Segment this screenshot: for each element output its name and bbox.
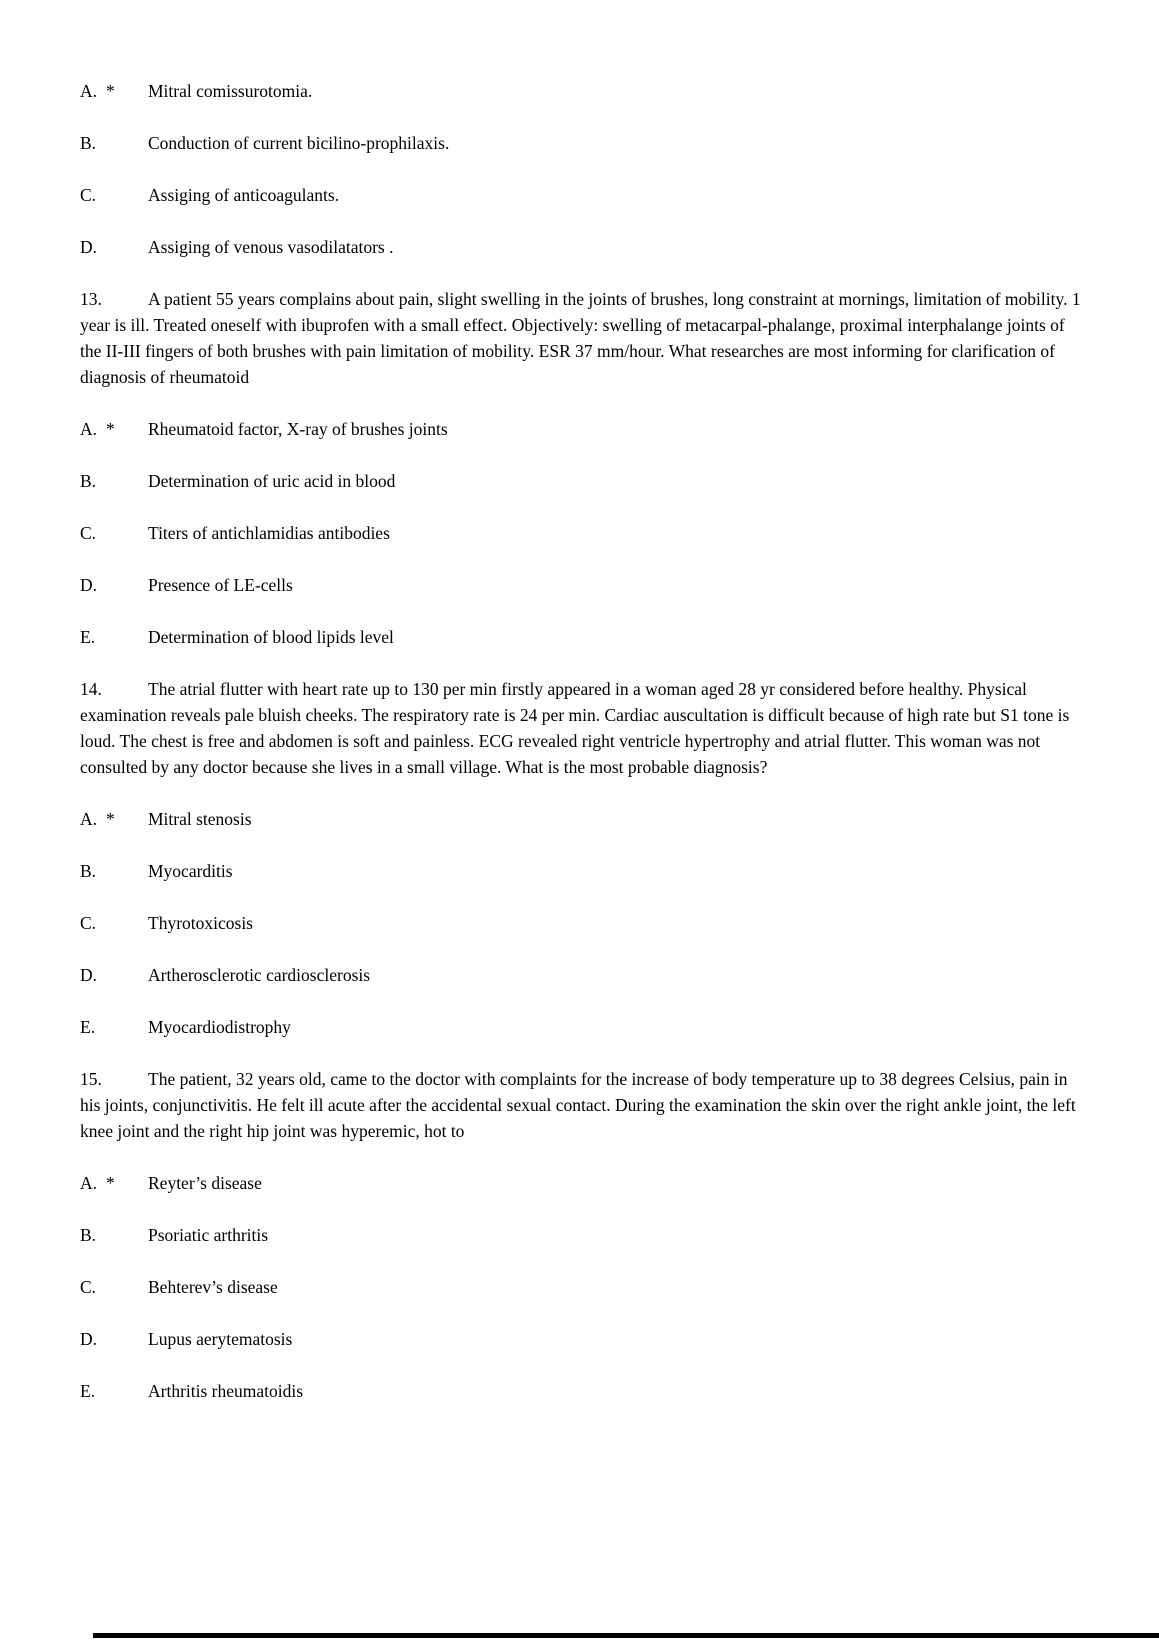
- answer-option: [80, 572, 1081, 598]
- option-letter: A.: [80, 81, 98, 101]
- answer-option: [80, 1222, 1081, 1248]
- option-text: Rheumatoid factor, X-ray of brushes joints: [148, 419, 448, 439]
- option-text: Lupus aerytematosis: [148, 1329, 293, 1349]
- answer-option: [80, 130, 1081, 156]
- option-text: Thyrotoxicosis: [148, 913, 253, 933]
- answer-option: [80, 234, 1081, 260]
- option-text: Presence of LE-cells: [148, 575, 293, 595]
- option-letter: D.: [80, 1329, 98, 1349]
- question-number: 14.: [80, 679, 102, 699]
- question-text: The patient, 32 years old, came to the doctor with complaints for the increase of body temperature up to 38 degrees Celsius, pain in his joints, conjunctivitis. He felt ill acute after the accidental sexual contact. During the examination the skin over the right ankle joint, the left knee joint and the right hip joint was hyperemic, hot to: [80, 1069, 1076, 1141]
- option-letter: A.: [80, 419, 98, 439]
- option-letter: A.: [80, 809, 98, 829]
- question-text: A patient 55 years complains about pain, slight swelling in the joints of brushes, long constraint at mornings, limitation of mobility. 1 year is ill. Treated oneself with ibuprofen with a small effect. Objectively: swelling of metacarpal-phalange, proximal interphalange joints of the II-III fingers of both brushes with pain limitation of mobility. ESR 37 mm/hour. What researches are most informing for clarification of diagnosis of rheumatoid: [80, 289, 1081, 387]
- answer-option: [80, 806, 1081, 832]
- option-letter-cell: [80, 1222, 148, 1248]
- answer-option: [80, 182, 1081, 208]
- option-text: Titers of antichlamidias antibodies: [148, 523, 390, 543]
- option-letter: D.: [80, 575, 98, 595]
- option-letter-cell: [80, 416, 148, 442]
- option-letter: C.: [80, 1277, 97, 1297]
- option-letter-cell: [80, 1326, 148, 1352]
- option-letter-cell: [80, 624, 148, 650]
- option-text: Assiging of venous vasodilatators .: [148, 237, 394, 257]
- option-letter: B.: [80, 1225, 97, 1245]
- option-text: Reyter’s disease: [148, 1173, 262, 1193]
- question-number: 15.: [80, 1069, 102, 1089]
- correct-marker: *: [106, 419, 115, 439]
- option-letter: D.: [80, 237, 98, 257]
- option-text: Mitral stenosis: [148, 809, 252, 829]
- option-letter: B.: [80, 133, 97, 153]
- page-bottom-rule: [93, 1633, 1159, 1638]
- option-letter: D.: [80, 965, 98, 985]
- option-letter: C.: [80, 185, 97, 205]
- correct-marker: *: [106, 809, 115, 829]
- option-letter: B.: [80, 861, 97, 881]
- option-letter-cell: [80, 910, 148, 936]
- answer-option: [80, 78, 1081, 104]
- answer-option: [80, 468, 1081, 494]
- question-text: The atrial flutter with heart rate up to 130 per min firstly appeared in a woman aged 28 yr considered before healthy. Physical examination reveals pale bluish cheeks. The respiratory rate is 24 per min. Cardiac auscultation is difficult because of high rate but S1 tone is loud. The chest is free and abdomen is soft and painless. ECG revealed right ventricle hypertrophy and atrial flutter. This woman was not consulted by any doctor because she lives in a small village. What is the most probable diagnosis?: [80, 679, 1070, 777]
- option-letter: C.: [80, 913, 97, 933]
- option-letter-cell: [80, 1274, 148, 1300]
- answer-option: [80, 1326, 1081, 1352]
- option-text: Psoriatic arthritis: [148, 1225, 269, 1245]
- option-letter: A.: [80, 1173, 98, 1193]
- option-letter-cell: [80, 572, 148, 598]
- option-text: Determination of uric acid in blood: [148, 471, 396, 491]
- answer-option: [80, 910, 1081, 936]
- question-13: [80, 286, 1081, 390]
- option-letter: E.: [80, 627, 96, 647]
- option-letter-cell: [80, 182, 148, 208]
- option-letter-cell: [80, 234, 148, 260]
- option-text: Conduction of current bicilino-prophilaxis.: [148, 133, 450, 153]
- option-text: Mitral comissurotomia.: [148, 81, 313, 101]
- option-text: Myocarditis: [148, 861, 233, 881]
- option-text: Determination of blood lipids level: [148, 627, 394, 647]
- option-letter-cell: [80, 858, 148, 884]
- option-letter-cell: [80, 1170, 148, 1196]
- option-letter-cell: [80, 962, 148, 988]
- answer-option: [80, 1014, 1081, 1040]
- question-number: 13.: [80, 289, 102, 309]
- option-text: Artherosclerotic cardiosclerosis: [148, 965, 371, 985]
- answer-option: [80, 962, 1081, 988]
- option-letter: E.: [80, 1381, 96, 1401]
- option-letter: C.: [80, 523, 97, 543]
- option-letter-cell: [80, 468, 148, 494]
- answer-option: [80, 1378, 1081, 1404]
- question-14: [80, 676, 1081, 780]
- answer-option: [80, 416, 1081, 442]
- option-letter: B.: [80, 471, 97, 491]
- option-text: Behterev’s disease: [148, 1277, 278, 1297]
- answer-option: [80, 1274, 1081, 1300]
- option-letter-cell: [80, 520, 148, 546]
- answer-option: [80, 520, 1081, 546]
- option-letter-cell: [80, 130, 148, 156]
- answer-option: [80, 858, 1081, 884]
- option-letter-cell: [80, 78, 148, 104]
- option-letter-cell: [80, 1014, 148, 1040]
- option-text: Assiging of anticoagulants.: [148, 185, 340, 205]
- correct-marker: *: [106, 1173, 115, 1193]
- option-letter-cell: [80, 1378, 148, 1404]
- option-text: Arthritis rheumatoidis: [148, 1381, 304, 1401]
- option-text: Myocardiodistrophy: [148, 1017, 291, 1037]
- correct-marker: *: [106, 81, 115, 101]
- option-letter: E.: [80, 1017, 96, 1037]
- option-letter-cell: [80, 806, 148, 832]
- answer-option: [80, 624, 1081, 650]
- question-15: [80, 1066, 1081, 1144]
- answer-option: [80, 1170, 1081, 1196]
